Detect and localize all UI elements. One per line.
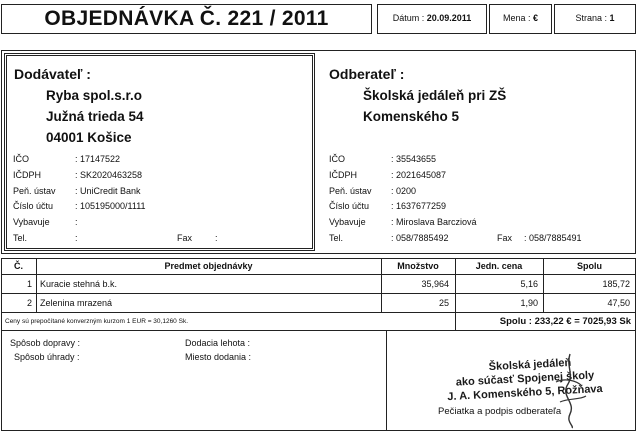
row-divider: [1, 312, 636, 313]
buyer-bank: : 0200: [391, 186, 417, 196]
signature-label: Pečiatka a podpis odberateľa: [438, 406, 562, 417]
col-header-qty: Množstvo: [397, 261, 439, 271]
buyer-ico-label: IČO: [329, 154, 346, 164]
page-label: Strana :: [575, 13, 607, 23]
signature-divider: [386, 331, 387, 431]
supplier-icdph: : SK2020463258: [75, 170, 143, 180]
buyer-handler-label: Vybavuje: [329, 217, 366, 227]
supplier-city: 04001 Košice: [46, 130, 132, 145]
buyer-account: : 1637677259: [391, 201, 447, 211]
col-header-price: Jedn. cena: [475, 261, 523, 271]
buyer-street: Komenského 5: [363, 109, 460, 124]
buyer-ico: : 35543655: [391, 154, 437, 164]
buyer-bank-label: Peň. ústav: [329, 186, 372, 196]
date-field: [378, 5, 486, 32]
supplier-handler: :: [75, 217, 78, 227]
date-box: [377, 4, 487, 34]
currency-value: €: [533, 13, 539, 23]
buyer-tel-label: Tel.: [329, 233, 344, 243]
page-box: [554, 4, 636, 34]
supplier-tel: :: [75, 233, 78, 243]
supplier-bank: : UniCredit Bank: [75, 186, 141, 196]
shipping-label: Spôsob dopravy :: [10, 338, 81, 348]
page-value: 1: [609, 13, 615, 23]
col-header-total: Spolu: [577, 261, 602, 271]
conversion-note: Ceny sú prepočítané konverzným kurzom 1 EUR = 30,1260 Sk.: [5, 318, 188, 325]
order-title: OBJEDNÁVKA Č. 221 / 2011: [44, 7, 329, 30]
table-header-divider: [1, 274, 636, 275]
row-qty: 25: [438, 298, 449, 308]
currency-label: Mena :: [502, 13, 531, 23]
stamp-line-1: Školská jedáleň: [488, 356, 572, 374]
payment-label: Spôsob úhrady :: [14, 352, 80, 362]
buyer-fax-label: Fax: [497, 233, 513, 243]
row-no: 1: [26, 279, 32, 289]
supplier-fax: :: [215, 233, 218, 243]
page-field: [555, 5, 635, 32]
supplier-bank-label: Peň. ústav: [13, 186, 56, 196]
signature-scribble: [530, 352, 610, 430]
buyer-name: Školská jedáleň pri ZŠ: [363, 88, 507, 103]
supplier-account-label: Číslo účtu: [13, 201, 54, 211]
row-price: 5,16: [520, 279, 538, 289]
buyer-account-label: Číslo účtu: [329, 201, 370, 211]
buyer-icdph: : 2021645087: [391, 170, 447, 180]
row-qty: 35,964: [421, 279, 449, 289]
delivery-date-label: Dodacia lehota :: [185, 338, 251, 348]
supplier-ico: : 17147522: [75, 154, 121, 164]
supplier-heading: Dodávateľ :: [14, 66, 91, 82]
date-value: 20.09.2011: [426, 13, 472, 23]
row-total: 185,72: [602, 279, 630, 289]
buyer-tel: : 058/7885492: [391, 233, 449, 243]
col-header-item: Predmet objednávky: [164, 261, 253, 271]
supplier-tel-label: Tel.: [13, 233, 28, 243]
buyer-heading: Odberateľ :: [329, 66, 405, 82]
buyer-icdph-label: IČDPH: [329, 170, 358, 180]
supplier-handler-label: Vybavuje: [13, 217, 50, 227]
supplier-box: [4, 53, 315, 251]
row-total: 47,50: [607, 298, 630, 308]
row-item: Zelenina mrazená: [40, 298, 113, 308]
stamp-line-2: ako súčasť Spojenej školy: [455, 369, 595, 389]
stamp-line-3: J. A. Komenského 5, Rožňava: [447, 382, 603, 404]
row-divider: [1, 293, 636, 294]
title-box: [1, 4, 372, 34]
supplier-icdph-label: IČDPH: [13, 170, 42, 180]
row-no: 2: [26, 298, 32, 308]
supplier-street: Južná trieda 54: [46, 109, 144, 124]
supplier-account: : 105195000/1111: [75, 201, 146, 211]
row-item: Kuracie stehná b.k.: [40, 279, 118, 289]
col-header-no: Č.: [14, 261, 23, 271]
supplier-name: Ryba spol.s.r.o: [46, 88, 143, 103]
grand-total: Spolu : 233,22 € = 7025,93 Sk: [499, 316, 631, 327]
supplier-fax-label: Fax: [177, 233, 193, 243]
buyer-handler: : Miroslava Barcziová: [391, 217, 477, 227]
currency-field: [490, 5, 551, 32]
row-price: 1,90: [520, 298, 538, 308]
date-label: Dátum :: [392, 13, 425, 23]
supplier-ico-label: IČO: [13, 154, 30, 164]
buyer-fax: : 058/7885491: [524, 233, 582, 243]
delivery-place-label: Miesto dodania :: [185, 352, 252, 362]
currency-box: [489, 4, 552, 34]
